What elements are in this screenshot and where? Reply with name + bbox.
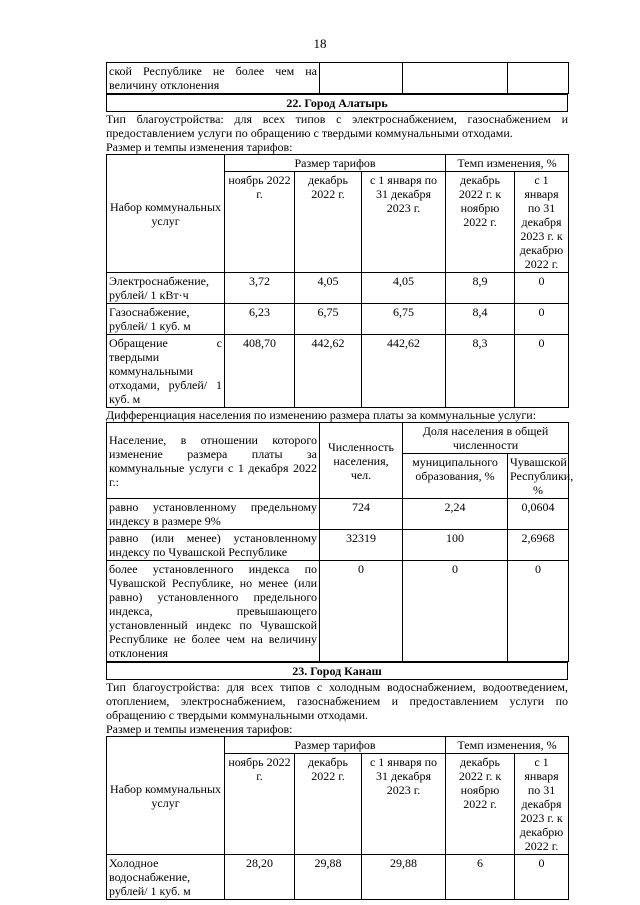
header-dec: декабрь 2022 г. [295, 172, 362, 273]
continuation-table [106, 62, 569, 94]
row-condition: равно установленному предельному индексу в размере 9% [107, 499, 320, 530]
header-tariff-size: Размер тарифов [225, 155, 446, 172]
row-service: Газоснабжение, рублей/ 1 куб. м [107, 304, 225, 335]
row-nov: 6,23 [225, 304, 295, 335]
header-nov: ноябрь 2022 г. [225, 754, 295, 855]
section-description: Тип благоустройства: для всех типов с холодным водоснабжением, водоотведением, отоплением, электроснабжением, газоснабжением и предоставлением услуги по обращению с твердыми коммунальными отходами. [106, 680, 568, 722]
row-count: 724 [320, 499, 403, 530]
header-jan-to-dec: с 1 января по 31 декабря 2023 г. к декабрю 2022 г. [515, 754, 569, 855]
table-cell: ской Республике не более чем на величину отклонения [107, 63, 320, 94]
header-jan: с 1 января по 31 декабря 2023 г. [362, 754, 446, 855]
table-cell [508, 63, 569, 94]
header-republic: Чувашской Республики, % [508, 454, 569, 499]
section-23-block [106, 662, 568, 680]
header-change-rate: Темп изменения, % [446, 737, 569, 754]
row-jan: 29,88 [362, 855, 446, 900]
row-jan: 442,62 [362, 335, 446, 408]
row-service: Обращение с твердыми коммунальными отходами, рублей/ 1 куб. м [107, 335, 225, 408]
header-share: Доля населения в общей численности [403, 423, 569, 454]
header-tariff-size: Размер тарифов [225, 737, 446, 754]
row-dec: 442,62 [295, 335, 362, 408]
table-row [107, 63, 569, 94]
table-row [107, 561, 569, 662]
table-row [107, 530, 569, 561]
row-republic: 2,6968 [508, 530, 569, 561]
table-row [107, 855, 569, 900]
differentiation-caption: Дифференциация населения по изменению размера платы за коммунальные услуги: [106, 408, 537, 422]
row-rate2: 0 [515, 273, 569, 304]
row-jan: 6,75 [362, 304, 446, 335]
row-condition: более установленного индекса по Чувашской Республике, но менее (или равно) установленного предельного индекса, превышающего установленный индекс по Чувашской Республике не более чем на величину отклонения [107, 561, 320, 662]
page-number: 18 [313, 36, 327, 51]
row-municipal: 2,24 [403, 499, 508, 530]
table-cell [320, 63, 403, 94]
table-row [107, 499, 569, 530]
header-service-set: Набор коммунальных услуг [107, 155, 225, 273]
table-row [107, 335, 569, 408]
row-jan: 4,05 [362, 273, 446, 304]
row-republic: 0 [508, 561, 569, 662]
header-jan: с 1 января по 31 декабря 2023 г. [362, 172, 446, 273]
row-rate2: 0 [515, 335, 569, 408]
table-row [107, 304, 569, 335]
header-population: Население, в отношении которого изменение размера платы за коммунальные услуги с 1 декабря 2022 г.: [107, 423, 320, 499]
row-rate1: 6 [446, 855, 515, 900]
tariff-table [106, 736, 569, 900]
table-cell [403, 63, 508, 94]
table-row [107, 273, 569, 304]
row-nov: 3,72 [225, 273, 295, 304]
header-jan-to-dec: с 1 января по 31 декабря 2023 г. к декабрю 2022 г. [515, 172, 569, 273]
row-municipal: 100 [403, 530, 508, 561]
section-title: 22. Город Алатырь [107, 95, 568, 112]
header-dec-to-nov: декабрь 2022 г. к ноябрю 2022 г. [446, 172, 515, 273]
header-change-rate: Темп изменения, % [446, 155, 569, 172]
header-municipal: муниципального образования, % [403, 454, 508, 499]
row-municipal: 0 [403, 561, 508, 662]
section-description: Тип благоустройства: для всех типов с электроснабжением, газоснабжением и предоставлением услуги по обращению с твердыми коммунальными отходами. [106, 112, 568, 140]
header-population-count: Численность населения, чел. [320, 423, 403, 499]
row-rate1: 8,9 [446, 273, 515, 304]
row-nov: 408,70 [225, 335, 295, 408]
row-count: 32319 [320, 530, 403, 561]
rates-caption: Размер и темпы изменения тарифов: [106, 140, 293, 154]
row-rate2: 0 [515, 304, 569, 335]
row-nov: 28,20 [225, 855, 295, 900]
row-dec: 4,05 [295, 273, 362, 304]
header-dec: декабрь 2022 г. [295, 754, 362, 855]
rates-caption: Размер и темпы изменения тарифов: [106, 722, 293, 736]
row-dec: 29,88 [295, 855, 362, 900]
tariff-table [106, 154, 569, 408]
row-rate1: 8,4 [446, 304, 515, 335]
row-republic: 0,0604 [508, 499, 569, 530]
header-service-set: Набор коммунальных услуг [107, 737, 225, 855]
row-dec: 6,75 [295, 304, 362, 335]
page-content [106, 62, 574, 900]
header-dec-to-nov: декабрь 2022 г. к ноябрю 2022 г. [446, 754, 515, 855]
row-condition: равно (или менее) установленному индексу по Чувашской Республике [107, 530, 320, 561]
row-count: 0 [320, 561, 403, 662]
section-22-block [106, 94, 568, 112]
header-nov: ноябрь 2022 г. [225, 172, 295, 273]
row-rate2: 0 [515, 855, 569, 900]
differentiation-table [106, 422, 574, 662]
section-title: 23. Город Канаш [107, 663, 568, 680]
row-service: Электроснабжение, рублей/ 1 кВт·ч [107, 273, 225, 304]
row-rate1: 8,3 [446, 335, 515, 408]
row-service: Холодное водоснабжение, рублей/ 1 куб. м [107, 855, 225, 900]
